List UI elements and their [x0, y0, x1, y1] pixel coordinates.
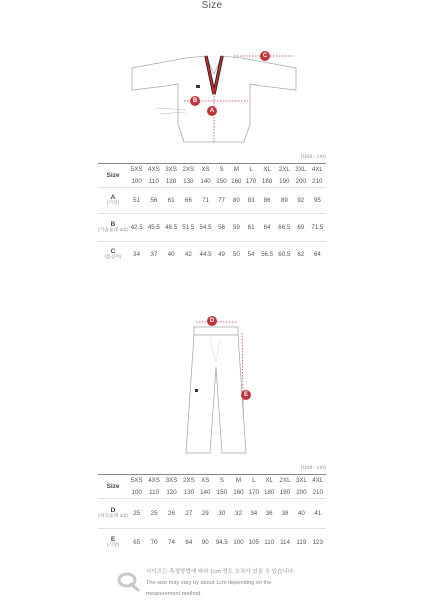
sizes-row — [98, 475, 326, 487]
heights-row — [98, 176, 326, 188]
value-cell: 50 — [229, 242, 244, 268]
size-cell: XS — [198, 475, 213, 487]
value-cell: 49 — [214, 242, 229, 268]
value-cell: 42.5 — [128, 214, 145, 242]
size-header: Size — [98, 475, 128, 499]
size-cell: S — [214, 164, 229, 176]
size-cell: XL — [258, 164, 275, 176]
height-cell: 200 — [295, 177, 306, 185]
value-cell: 34 — [128, 242, 145, 268]
height-cell: 150 — [216, 488, 228, 496]
height-cell: 130 — [183, 488, 195, 496]
row-d — [98, 499, 326, 529]
value-cell: 48.5 — [162, 214, 179, 242]
value-cell: 25 — [145, 499, 162, 529]
value-cell: 26 — [163, 499, 180, 529]
value-cell: 25 — [128, 499, 145, 529]
note-english-2: measurement method. — [146, 591, 202, 597]
value-cell: 30 — [213, 499, 231, 529]
height-cell: 190 — [279, 177, 290, 185]
value-cell: 40 — [293, 499, 309, 529]
size-cell: 3XL — [293, 475, 309, 487]
height-cell: 100 — [131, 177, 142, 185]
row-c — [98, 242, 326, 268]
row-b-label — [98, 214, 128, 242]
row-e-label — [98, 529, 128, 557]
size-cell: M — [231, 475, 246, 487]
size-cell: 3XS — [162, 164, 179, 176]
value-cell: 37 — [145, 242, 162, 268]
value-cell: 83 — [244, 188, 259, 214]
height-cell: 200 — [296, 488, 307, 496]
sizes-row — [98, 164, 326, 176]
value-cell: 29 — [198, 499, 213, 529]
value-cell: 42 — [180, 242, 197, 268]
note-english-1: The size may vary by about 1cm depending on the — [146, 580, 272, 586]
value-cell: 27 — [180, 499, 197, 529]
value-cell: 86 — [258, 188, 275, 214]
marker-e: E — [241, 390, 251, 400]
size-cell: 2XL — [277, 475, 293, 487]
value-cell: 95 — [309, 188, 326, 214]
height-cell: 140 — [200, 177, 211, 185]
unit-label-bottom: (Unit : cm) — [300, 465, 326, 471]
value-cell: 92 — [293, 188, 309, 214]
value-cell: 51.5 — [180, 214, 197, 242]
value-cell: 77 — [214, 188, 229, 214]
marker-d: D — [207, 316, 217, 326]
height-cell: 120 — [166, 488, 177, 496]
value-cell: 44.5 — [197, 242, 214, 268]
row-b-letter: B — [110, 221, 116, 228]
value-cell: 56 — [145, 188, 162, 214]
size-cell: XL — [261, 475, 276, 487]
size-cell: S — [213, 475, 231, 487]
height-cell: 150 — [216, 177, 227, 185]
size-cell: 4XL — [310, 475, 326, 487]
top-size-table — [98, 163, 326, 268]
value-cell: 74 — [163, 529, 180, 557]
height-cell: 110 — [149, 488, 160, 496]
height-cell: 110 — [148, 177, 159, 185]
row-a-sublabel: (기장) — [106, 201, 120, 206]
page-title: Size — [201, 0, 223, 11]
size-cell: 2XS — [180, 475, 197, 487]
value-cell: 105 — [246, 529, 261, 557]
tape-measure-icon — [116, 568, 140, 592]
size-cell: 4XL — [309, 164, 326, 176]
pants-illustration — [160, 305, 270, 457]
value-cell: 71 — [197, 188, 214, 214]
note-korean: 사이즈는 측정방법에 따라 1cm 정도 오차가 있을 수 있습니다. — [146, 569, 295, 575]
value-cell: 60.5 — [276, 242, 293, 268]
height-cell: 180 — [261, 177, 273, 185]
height-cell: 180 — [263, 488, 275, 496]
row-e-letter: E — [110, 536, 116, 544]
row-b — [98, 214, 326, 242]
value-cell: 71.5 — [309, 214, 326, 242]
value-cell: 38 — [277, 499, 293, 529]
row-d-sublabel: (허리둘레 1/2) — [98, 514, 128, 519]
measurement-note — [146, 567, 295, 600]
size-cell: 5XS — [128, 164, 145, 176]
value-cell: 54 — [244, 242, 259, 268]
height-cell: 170 — [248, 488, 259, 496]
value-cell: 40 — [162, 242, 179, 268]
row-c-label — [98, 242, 128, 268]
height-cell: 210 — [312, 488, 323, 496]
unit-label-top: (Unit : cm) — [300, 154, 326, 160]
height-cell: 190 — [279, 488, 291, 496]
value-cell: 45.5 — [145, 214, 162, 242]
height-cell: 170 — [245, 177, 257, 185]
value-cell: 70 — [145, 529, 162, 557]
size-cell: 3XL — [293, 164, 309, 176]
size-cell: L — [246, 475, 261, 487]
row-a-label — [98, 188, 128, 214]
row-e — [98, 529, 326, 557]
size-cell: 2XL — [276, 164, 293, 176]
value-cell: 54.5 — [197, 214, 214, 242]
size-cell: 4XS — [145, 475, 162, 487]
size-cell: XS — [197, 164, 214, 176]
height-cell: 100 — [131, 488, 142, 496]
value-cell: 64 — [309, 242, 326, 268]
value-cell: 66 — [180, 188, 197, 214]
marker-b: B — [190, 96, 200, 106]
value-cell: 51 — [128, 188, 145, 214]
value-cell: 90 — [198, 529, 213, 557]
row-d-label — [98, 499, 128, 529]
size-cell: L — [244, 164, 259, 176]
height-cell: 140 — [200, 488, 211, 496]
height-cell: 210 — [312, 177, 323, 185]
jacket-illustration — [130, 44, 300, 146]
row-e-sublabel: (기장) — [106, 543, 120, 549]
row-a — [98, 188, 326, 214]
size-cell: 2XS — [180, 164, 197, 176]
size-cell: 5XS — [128, 475, 145, 487]
value-cell: 56.5 — [258, 242, 275, 268]
value-cell: 66.5 — [276, 214, 293, 242]
row-d-letter: D — [110, 507, 116, 514]
size-cell: 4XS — [145, 164, 162, 176]
value-cell: 62 — [293, 242, 309, 268]
value-cell: 32 — [231, 499, 246, 529]
value-cell: 89 — [276, 188, 293, 214]
value-cell: 34 — [246, 499, 261, 529]
value-cell: 110 — [261, 529, 276, 557]
value-cell: 61 — [244, 214, 259, 242]
row-b-sublabel: (가슴둘레 1/2) — [98, 228, 128, 233]
value-cell: 100 — [231, 529, 246, 557]
value-cell: 65 — [128, 529, 145, 557]
value-cell: 36 — [261, 499, 276, 529]
height-cell: 130 — [183, 177, 194, 185]
value-cell: 56 — [214, 214, 229, 242]
marker-a: A — [207, 106, 217, 116]
row-c-sublabel: (몸길이) — [104, 255, 122, 261]
row-a-letter: A — [110, 194, 116, 201]
value-cell: 84 — [180, 529, 197, 557]
value-cell: 59 — [229, 214, 244, 242]
height-cell: 120 — [165, 177, 177, 185]
value-cell: 119 — [293, 529, 309, 557]
value-cell: 94.5 — [213, 529, 231, 557]
size-cell: 3XS — [163, 475, 180, 487]
row-c-letter: C — [110, 248, 116, 256]
size-header: Size — [98, 164, 128, 188]
height-cell: 160 — [233, 488, 244, 496]
bottom-size-table — [98, 474, 326, 557]
value-cell: 61 — [162, 188, 179, 214]
value-cell: 114 — [277, 529, 293, 557]
value-cell: 123 — [310, 529, 326, 557]
value-cell: 41 — [310, 499, 326, 529]
value-cell: 80 — [229, 188, 244, 214]
marker-c: C — [260, 51, 270, 61]
value-cell: 69 — [293, 214, 309, 242]
height-cell: 160 — [231, 177, 242, 185]
size-cell: M — [229, 164, 244, 176]
heights-row — [98, 487, 326, 499]
value-cell: 64 — [258, 214, 275, 242]
